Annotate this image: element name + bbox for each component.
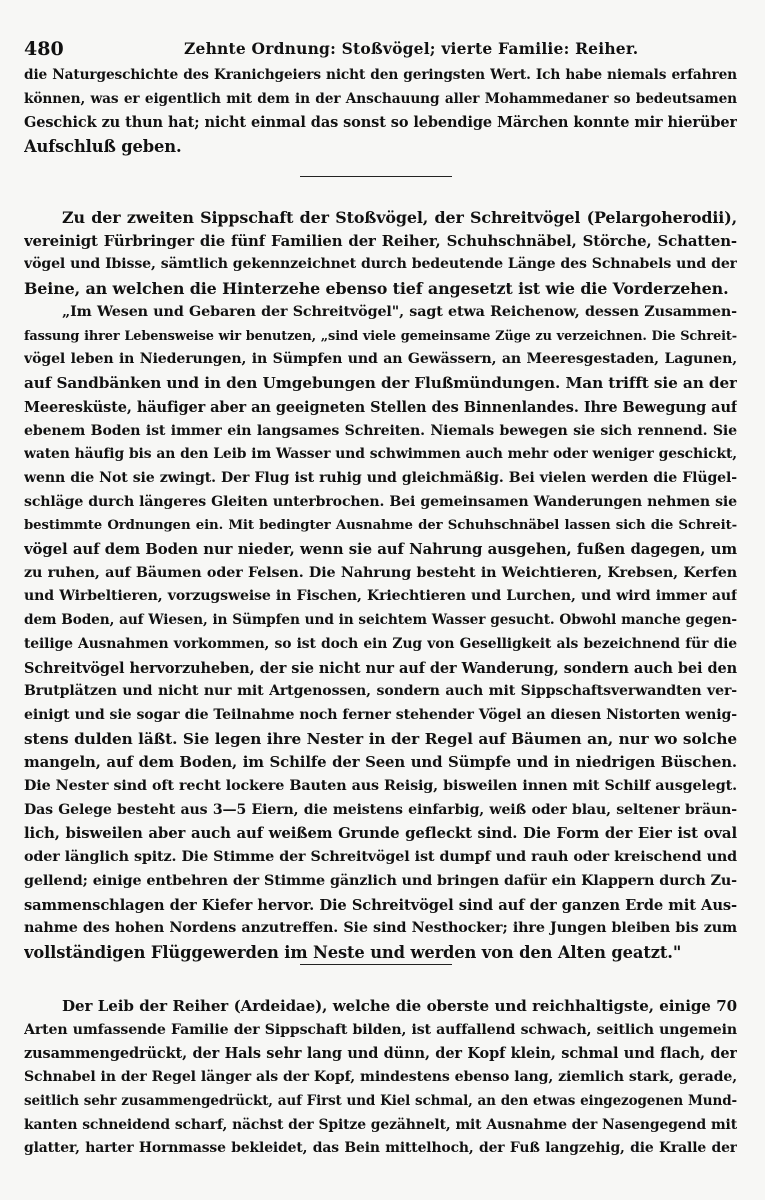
section-divider (300, 176, 452, 177)
text-line: kanten schneidend scharf, nächst der Spitze gezähnelt, mit Ausnahme der Nasengegend mit (24, 1116, 737, 1133)
text-line: einigt und sie sogar die Teilnahme noch ferner stehender Vögel an diesen Nistorten wenig- (24, 706, 737, 723)
text-line: Der Leib der Reiher (Ardeidae), welche die oberste und reichhaltigste, einige 70 (62, 997, 737, 1015)
text-line: „Im Wesen und Gebaren der Schreitvögel", sagt etwa Reichenow, dessen Zusammen- (62, 304, 737, 320)
text-line: nahme des hohen Nordens anzutreffen. Sie sind Nesthocker; ihre Jungen bleiben bis zum (24, 920, 737, 937)
text-line: sammenschlagen der Kiefer hervor. Die Schreitvögel sind auf der ganzen Erde mit Aus- (24, 896, 737, 914)
text-line: stens dulden läßt. Sie legen ihre Nester in der Regel auf Bäumen an, nur wo solche (24, 729, 737, 748)
text-line: bestimmte Ordnungen ein. Mit bedingter Ausnahme der Schuhschnäbel lassen sich die Schreit- (24, 518, 737, 534)
text-line: teilige Ausnahmen vorkommen, so ist doch ein Zug von Geselligkeit als bezeichnend für die (24, 635, 737, 652)
text-line: waten häufig bis an den Leib im Wasser und schwimmen auch mehr oder weniger geschickt, (24, 446, 737, 463)
text-line: Brutplätzen und nicht nur mit Artgenossen, sondern auch mit Sippschaftsverwandten ver- (24, 683, 737, 700)
text-line: wenn die Not sie zwingt. Der Flug ist ruhig und gleichmäßig. Bei vielen werden die Flügel- (24, 469, 737, 486)
page-number: 480 (24, 38, 64, 60)
text-line: zu ruhen, auf Bäumen oder Felsen. Die Nahrung besteht in Weichtieren, Krebsen, Kerfen (24, 564, 737, 581)
text-line: schläge durch längeres Gleiten unterbrochen. Bei gemeinsamen Wanderungen nehmen sie (24, 493, 737, 510)
running-head: Zehnte Ordnung: Stoßvögel; vierte Familie: Reiher. (184, 39, 639, 58)
text-line: lich, bisweilen aber auch auf weißem Grunde gefleckt sind. Die Form der Eier ist oval (24, 824, 737, 843)
text-line: vögel leben in Niederungen, in Sümpfen und an Gewässern, an Meeresgestaden, Lagunen, (24, 351, 737, 368)
text-line: Schnabel in der Regel länger als der Kopf, mindestens ebenso lang, ziemlich stark, gerade, (24, 1069, 737, 1086)
text-line: Arten umfassende Familie der Sippschaft bilden, ist auffallend schwach, seitlich ungemein (24, 1021, 737, 1038)
text-line: fassung ihrer Lebensweise wir benutzen, „sind viele gemeinsame Züge zu verzeichnen. Die Schreit- (24, 328, 737, 344)
page-header (24, 38, 741, 66)
text-line: Aufschluß geben. (24, 137, 182, 157)
text-line: glatter, harter Hornmasse bekleidet, das Bein mittelhoch, der Fuß langzehig, die Kralle der (24, 1140, 737, 1157)
text-line: Geschick zu thun hat; nicht einmal das sonst so lebendige Märchen konnte mir hierüber (24, 114, 737, 132)
text-line: vögel und Ibisse, sämtlich gekennzeichnet durch bedeutende Länge des Schnabels und der (24, 256, 737, 273)
text-line: Beine, an welchen die Hinterzehe ebenso tief angesetzt ist wie die Vorderzehen. (24, 279, 729, 299)
text-line: ebenem Boden ist immer ein langsames Schreiten. Niemals bewegen sie sich rennend. Sie (24, 422, 737, 439)
text-line: mangeln, auf dem Boden, im Schilfe der Seen und Sümpfe und in niedrigen Büschen. (24, 753, 737, 772)
paragraph-kranichgeier-conclusion (24, 64, 737, 159)
text-line: vollständigen Flüggewerden im Neste und werden von den Alten geatzt." (24, 942, 682, 962)
text-line: auf Sandbänken und in den Umgebungen der Flußmündungen. Man trifft sie an der (24, 374, 737, 393)
text-line: können, was er eigentlich mit dem in der Anschauung aller Mohammedaner so bedeutsamen (24, 90, 737, 107)
text-line: die Naturgeschichte des Kranichgeiers nicht den geringsten Wert. Ich habe niemals erfahren (24, 67, 737, 83)
paragraph-schreitvoegel-intro (24, 206, 737, 301)
text-line: oder länglich spitz. Die Stimme der Schreitvögel ist dumpf und rauh oder kreischend und (24, 849, 737, 866)
text-line: gellend; einige entbehren der Stimme gänzlich und bringen dafür ein Klappern durch Zu- (24, 872, 737, 889)
text-line: zusammengedrückt, der Hals sehr lang und dünn, der Kopf klein, schmal und flach, der (24, 1045, 737, 1063)
text-line: Zu der zweiten Sippschaft der Stoßvögel, der Schreitvögel (Pelargoherodii), (62, 208, 737, 227)
text-line: Schreitvögel hervorzuheben, der sie nicht nur auf der Wanderung, sondern auch bei den (24, 659, 737, 677)
text-line: Meeresküste, häufiger aber an geeigneten Stellen des Binnenlandes. Ihre Bewegung auf (24, 398, 737, 416)
section-divider (300, 964, 452, 965)
text-line: seitlich sehr zusammengedrückt, auf First und Kiel schmal, an den etwas eingezogenen Mund- (24, 1092, 737, 1109)
paragraph-reiher-description (24, 995, 737, 1161)
text-line: dem Boden, auf Wiesen, in Sümpfen und in seichtem Wasser gesucht. Obwohl manche gegen- (24, 612, 737, 629)
text-line: und Wirbeltieren, vorzugsweise in Fischen, Kriechtieren und Lurchen, und wird immer auf (24, 588, 737, 605)
text-line: Die Nester sind oft recht lockere Bauten aus Reisig, bisweilen innen mit Schilf ausgelegt. (24, 778, 737, 795)
text-line: vereinigt Fürbringer die fünf Familien der Reiher, Schuhschnäbel, Störche, Schatten- (24, 231, 737, 250)
text-line: vögel auf dem Boden nur nieder, wenn sie auf Nahrung ausgehen, fußen dagegen, um (24, 540, 737, 559)
paragraph-reichenow-quote (24, 301, 737, 965)
text-line: Das Gelege besteht aus 3—5 Eiern, die meistens einfarbig, weiß oder blau, seltener bräun- (24, 801, 737, 818)
